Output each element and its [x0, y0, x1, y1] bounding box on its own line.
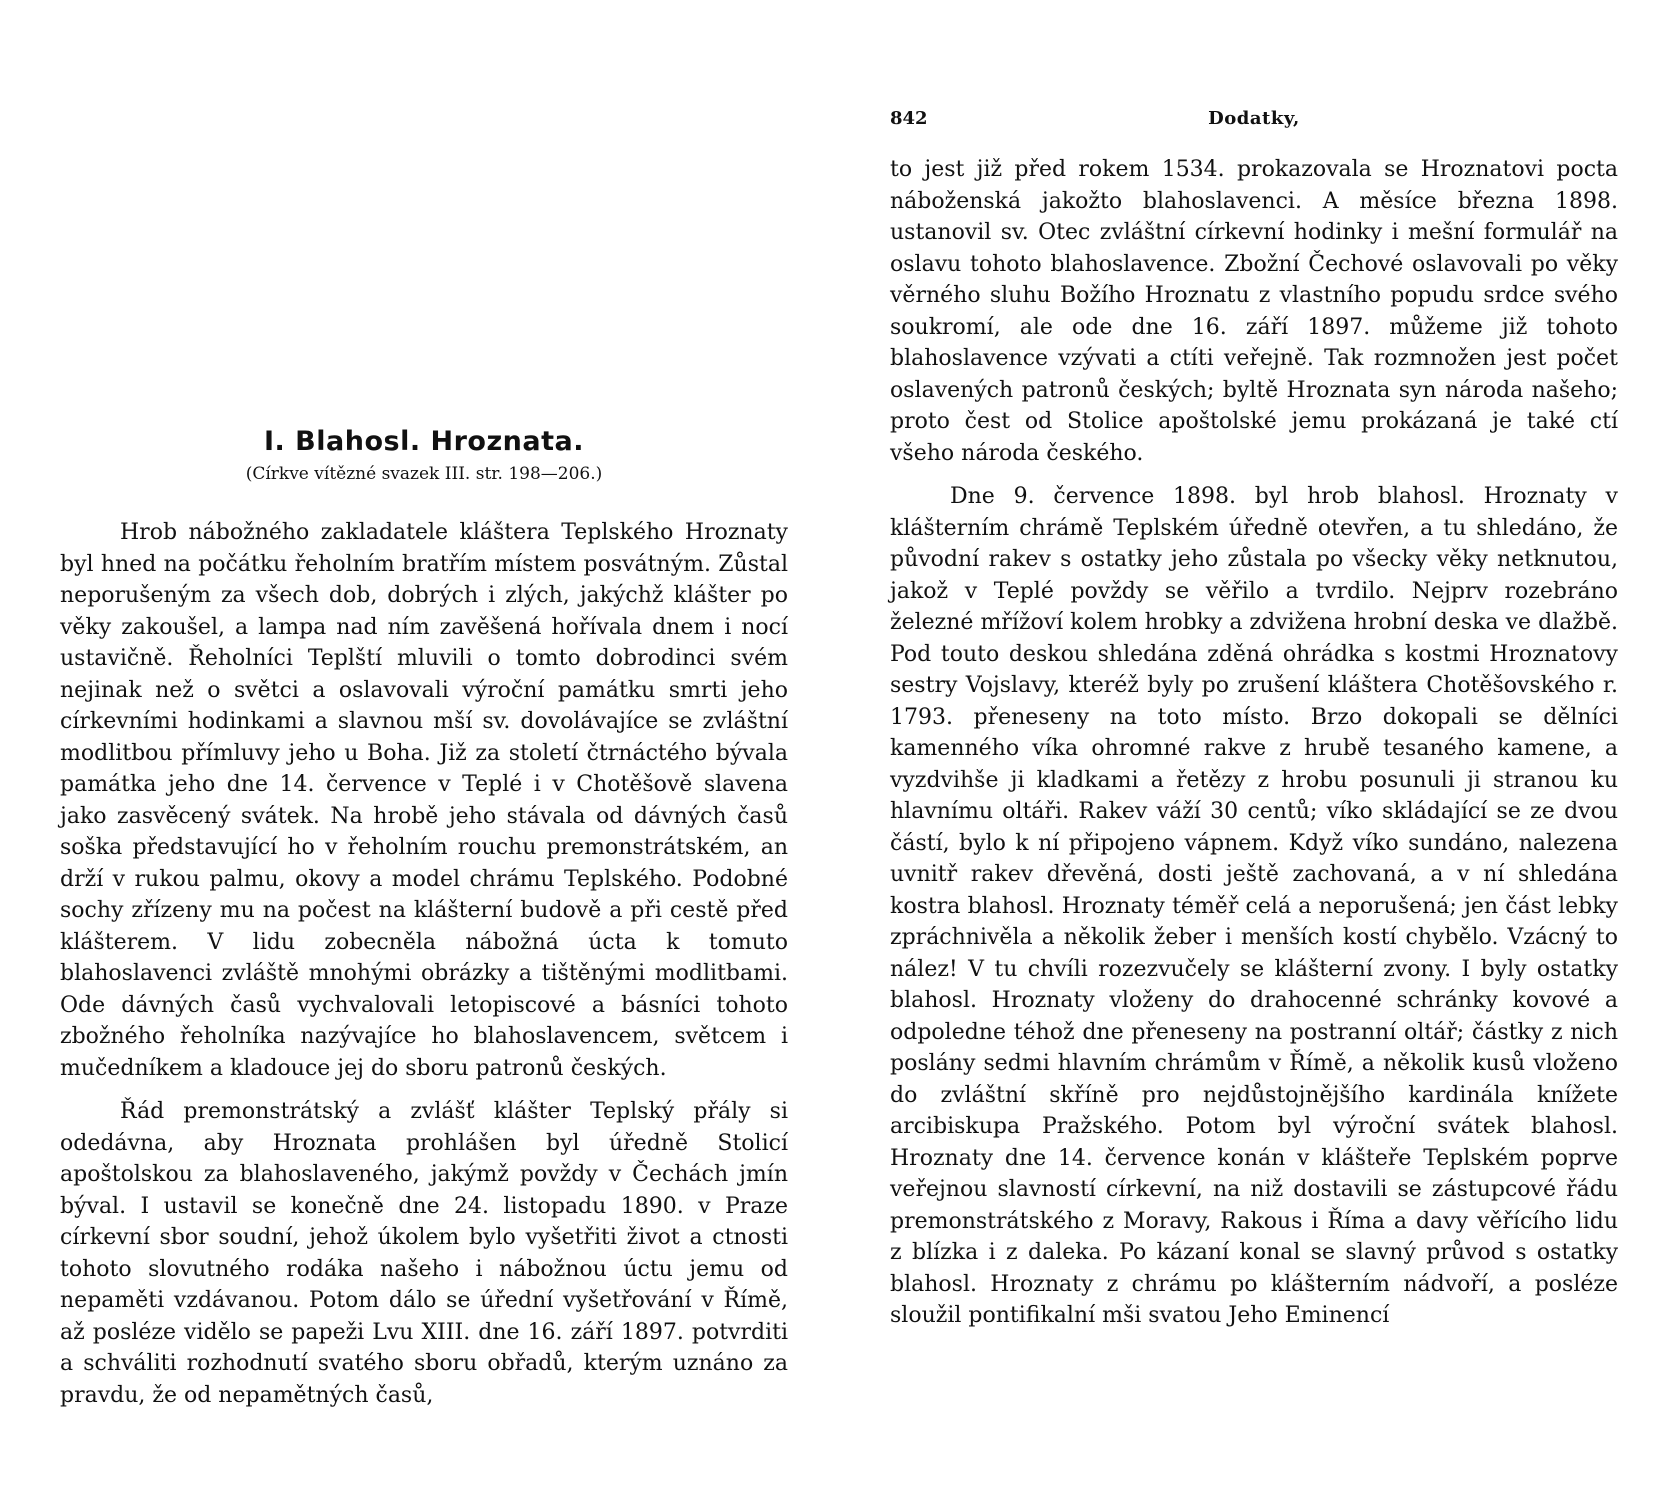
page-number: 842: [890, 108, 928, 129]
paragraph: Hrob nábožného zakladatele kláštera Teplského Hroznaty byl hned na počátku řeholním bratřím místem posvátným. Zůstal neporušeným za všech dob, dobrých i zlých, jakýchž klášter po věky zakoušel, a lampa nad ním zavěšená hořívala dnem i nocí ustavičně. Řeholníci Teplští mluvili o tomto dobrodinci svém nejinak než o světci a oslavovali výroční památku smrti jeho církevními hodinkami a slavnou mší sv. dovolávajíce se zvláštní modlitbou přímluvy jeho u Boha. Již za století čtrnáctého bývala památka jeho dne 14. července v Teplé i v Chotěšově slavena jako zasvěcený svátek. Na hrobě jeho stávala od dávných časů soška představující ho v řeholním rouchu premonstrátském, an drží v rukou palmu, okovy a model chrámu Teplského. Podobné sochy zřízeny mu na počest na klášterní budově a při cestě před klášterem. V lidu zobecněla nábožná úcta k tomuto blahoslavenci zvláště mnohými obrázky a tištěnými modlitbami. Ode dávných časů vychvalovali letopiscové a básníci tohoto zbožného řeholníka nazývajíce ho blahoslavencem, světcem i mučedníkem a kladouce jej do sboru patronů českých.: [60, 520, 788, 1081]
section-title: I. Blahosl. Hroznata.: [263, 426, 584, 457]
running-head: [890, 104, 1618, 134]
running-title: Dodatky,: [1208, 108, 1300, 129]
paragraph: to jest již před rokem 1534. prokazovala se Hroznatovi pocta náboženská jakožto blahoslavenci. A měsíce března 1898. ustanovil sv. Otec zvláštní církevní hodinky i mešní formulář na oslavu tohoto blahoslavence. Zbožní Čechové oslavovali po věky věrného sluhu Božího Hroznatu z vlastního popudu srdce svého soukromí, ale ode dne 16. září 1897. můžeme již tohoto blahoslavence vzývati a ctíti veřejně. Tak rozmnožen jest počet oslavených patronů českých; byltě Hroznata syn národa našeho; proto čest od Stolice apoštolské jemu prokázaná je také ctí všeho národa českého.: [890, 157, 1618, 466]
right-page: [890, 0, 1618, 1500]
right-page-body: [890, 154, 1618, 1332]
left-page: [60, 0, 820, 1500]
paragraph: Řád premonstrátský a zvlášť klášter Teplský přály si odedávna, aby Hroznata prohlášen byl úředně Stolicí apoštolskou za blahoslaveného, jakýmž povždy v Čechách jmín býval. I ustavil se konečně dne 24. listopadu 1890. v Praze církevní sbor soudní, jehož úkolem bylo vyšetřiti život a ctnosti tohoto slovutného rodáka našeho i nábožnou úctu jemu od nepaměti vzdávanou. Potom dálo se úřední vyšetřování v Římě, až posléze vidělo se papeži Lvu XIII. dne 16. září 1897. potvrditi a schváliti rozhodnutí svatého sboru obřadů, kterým uznáno za pravdu, že od nepamětných časů,: [60, 1099, 788, 1408]
paragraph: Dne 9. července 1898. byl hrob blahosl. Hroznaty v klášterním chrámě Teplském úředně otevřen, a tu shledáno, že původní rakev s ostatky jeho zůstala po všecky věky netknutou, jakož v Teplé povždy se věřilo a tvrdilo. Nejprv rozebráno železné mřížoví kolem hrobky a zdvižena hrobní deska ve dlažbě. Pod touto deskou shledána zděná ohrádka s kostmi Hroznatovy sestry Vojslavy, kteréž byly po zrušení kláštera Chotěšovského r. 1793. přeneseny na toto místo. Brzo dokopali se dělníci kamenného víka ohromné rakve z hrubě tesaného kamene, a vyzdvihše ji kladkami a řetězy z hrobu posunuli ji stranou ku hlavnímu oltáři. Rakev váží 30 centů; víko skládající se ze dvou částí, bylo k ní připojeno vápnem. Když víko sundáno, nalezena uvnitř rakev dřevěná, dosti ještě zachovaná, a v ní shledána kostra blahosl. Hroznaty téměř celá a neporušená; jen část lebky zpráchnivěla a několik žeber i menších kostí chybělo. Vzácný to nález! V tu chvíli rozezvučely se klášterní zvony. I byly ostatky blahosl. Hroznaty vloženy do drahocenné schránky kovové a odpoledne téhož dne přeneseny na postranní oltář; částky z nich poslány sedmi hlavním chrámům v Římě, a několik kusů vloženo do zvláštní skříně pro nejdůstojnějšího kardinála knížete arcibiskupa Pražského. Potom byl výroční svátek blahosl. Hroznaty dne 14. července konán v klášteře Teplském poprve veřejnou slavností církevní, na niž dostavili se zástupcové řádu premonstrátského z Moravy, Rakous i Říma a davy věřícího lidu z blízka i z daleka. Po kázaní konal se slavný průvod s ostatky blahosl. Hroznaty z chrámu po klášterním nádvoří, a posléze sloužil pontifikalní mši svatou Jeho Eminencí: [890, 484, 1618, 1328]
left-page-body: [60, 517, 788, 1411]
section-heading: [60, 425, 788, 487]
section-source-reference: (Církve vítězné svazek III. str. 198—206.): [245, 464, 603, 484]
